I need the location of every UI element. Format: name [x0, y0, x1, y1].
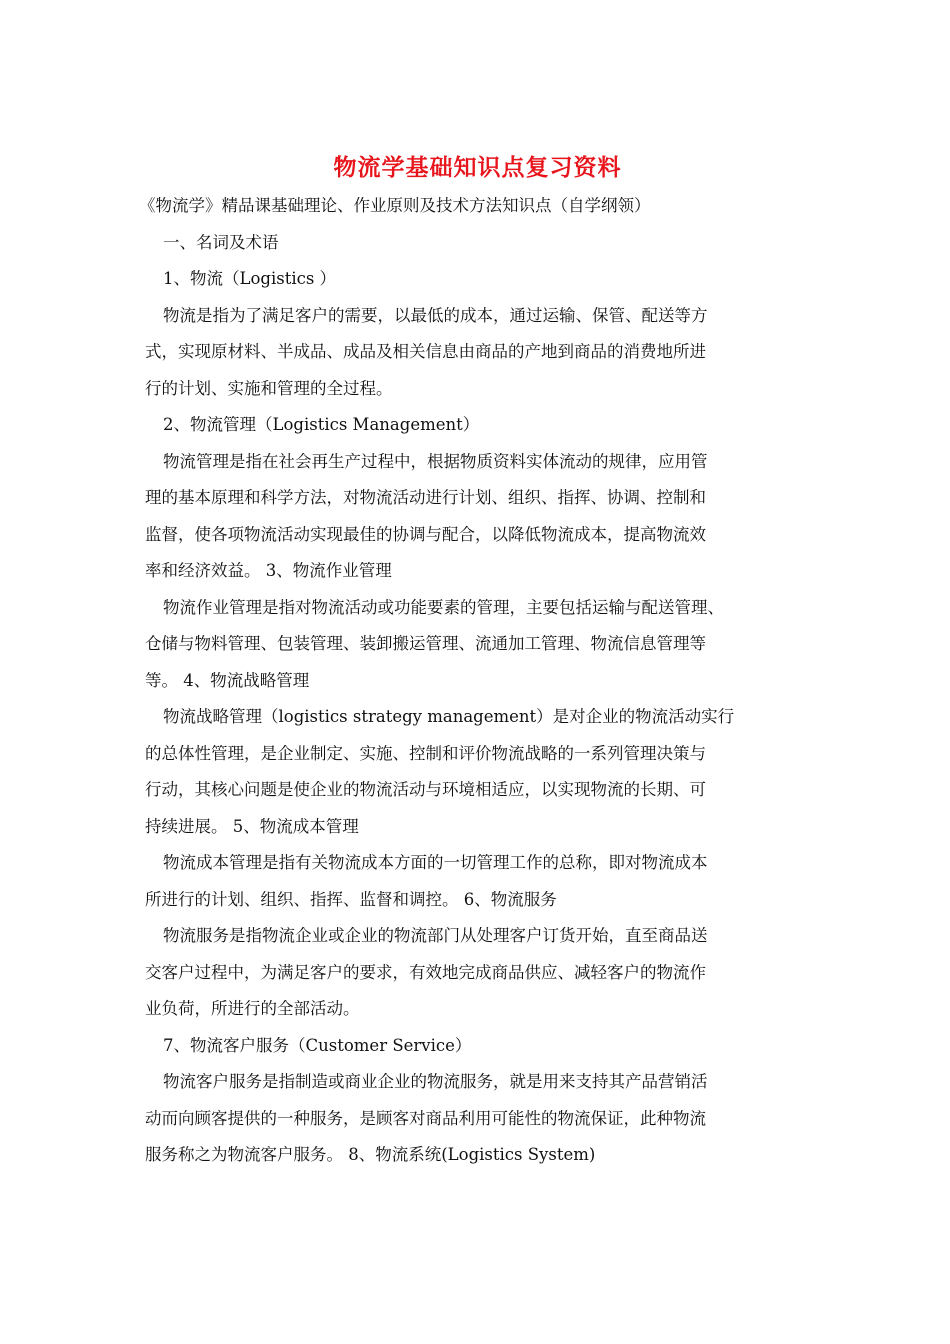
paragraph-line: 的总体性管理，是企业制定、实施、控制和评价物流战略的一系列管理决策与 [145, 743, 706, 763]
paragraph-line: 物流作业管理是指对物流活动或功能要素的管理，主要包括运输与配送管理、 [163, 597, 724, 617]
paragraph-line: 仓储与物料管理、包装管理、装卸搬运管理、流通加工管理、物流信息管理等 [145, 634, 706, 653]
paragraph-line: 监督，使各项物流活动实现最佳的协调与配合，以降低物流成本，提高物流效 [145, 524, 706, 544]
term-heading: 7、物流客户服务（Customer Service） [163, 1035, 472, 1055]
paragraph-line: 物流是指为了满足客户的需要，以最低的成本，通过运输、保管、配送等方 [163, 305, 708, 325]
paragraph-line: 持续进展。 5、物流成本管理 [145, 816, 359, 836]
paragraph-line: 等。 4、物流战略管理 [145, 670, 310, 690]
paragraph-line: 物流成本管理是指有关物流成本方面的一切管理工作的总称，即对物流成本 [163, 853, 708, 872]
paragraph-line: 理的基本原理和科学方法，对物流活动进行计划、组织、指挥、协调、控制和 [145, 488, 706, 507]
paragraph-line: 动而向顾客提供的一种服务，是顾客对商品利用可能性的物流保证，此种物流 [145, 1108, 706, 1128]
paragraph-line: 所进行的计划、组织、指挥、监督和调控。 6、物流服务 [145, 889, 557, 909]
paragraph-line: 率和经济效益。 3、物流作业管理 [145, 561, 392, 580]
section-heading: 一、名词及术语 [163, 232, 279, 252]
paragraph-line: 物流战略管理（logistics strategy management）是对企业的物流活动实行 [163, 707, 735, 726]
document-title: 物流学基础知识点复习资料 [333, 154, 622, 181]
paragraph-line: 服务称之为物流客户服务。 8、物流系统(Logistics System) [145, 1145, 596, 1164]
term-heading: 2、物流管理（Logistics Management） [163, 415, 480, 434]
paragraph-line: 式，实现原材料、半成品、成品及相关信息由商品的产地到商品的消费地所进 [145, 342, 706, 361]
term-heading: 1、物流（Logistics ） [163, 269, 337, 288]
paragraph-line: 行动，其核心问题是使企业的物流活动与环境相适应，以实现物流的长期、可 [145, 780, 706, 799]
paragraph-line: 物流管理是指在社会再生产过程中，根据物质资料实体流动的规律，应用管 [163, 451, 708, 471]
paragraph-line: 交客户过程中，为满足客户的要求，有效地完成商品供应、减轻客户的物流作 [145, 962, 706, 982]
paragraph-line: 行的计划、实施和管理的全过程。 [145, 378, 393, 398]
document-page [139, 150, 810, 1174]
document-subtitle: 《物流学》精品课基础理论、作业原则及技术方法知识点（自学纲领） [139, 196, 651, 215]
paragraph-line: 物流服务是指物流企业或企业的物流部门从处理客户订货开始，直至商品送 [163, 926, 708, 945]
paragraph-line: 物流客户服务是指制造或商业企业的物流服务，就是用来支持其产品营销活 [163, 1072, 708, 1091]
paragraph-line: 业负荷，所进行的全部活动。 [145, 999, 360, 1018]
